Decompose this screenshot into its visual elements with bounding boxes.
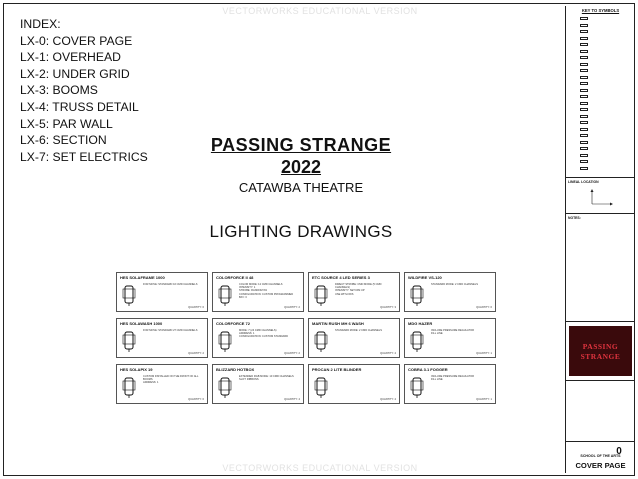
fixture-symbol-icon: [121, 283, 137, 307]
key-row: [568, 107, 634, 112]
key-row: [568, 127, 634, 132]
fixture-symbol-icon: [580, 141, 588, 144]
fixture-name: WILDFIRE VS-120: [408, 275, 442, 280]
key-row: [568, 114, 634, 119]
watermark-bottom: VECTORWORKS EDUCATIONAL VERSION: [222, 463, 418, 473]
fixture-card: [212, 318, 304, 358]
fixture-notes: EXTENDED RGB MODE: 10 CMD CHANNELS SLOT: RIBBONS: [239, 375, 294, 382]
key-row: [568, 49, 634, 54]
fixture-quantity: QUANTITY: 2: [284, 352, 300, 355]
fixture-symbol-icon: [409, 283, 425, 307]
fixture-card: [116, 364, 208, 404]
key-row: [568, 36, 634, 41]
fixture-notes: MODE: 7 (24 CMD CHANNELS) ADDRESS: 1 CONFIGURATION: CUSTOM STANDARD: [239, 329, 288, 339]
fixture-legend-grid: [116, 272, 564, 402]
key-row: [568, 16, 634, 21]
fixture-notes: INCLUDE PRESSURE REGULATOR FILL LINE: [431, 375, 474, 382]
fixture-card: [116, 272, 208, 312]
fixture-notes: INCLUDE PRESSURE REGULATOR FILL LINE: [431, 329, 474, 336]
fixture-quantity: QUANTITY: 4: [380, 398, 396, 401]
fixture-notes: COLOR MODE: 12 CMD CHANNELS INTENSITY: 1 STROBE: RANDOM 6% CONFIGURATION: CUSTOM PROGRAMMED BAY: 3: [239, 283, 294, 299]
key-row: [568, 62, 634, 67]
sheet-index: [20, 16, 210, 165]
watermark-top: VECTORWORKS EDUCATIONAL VERSION: [222, 6, 418, 16]
production-logo: PASSING STRANGE: [569, 326, 632, 376]
fixture-symbol-icon: [580, 50, 588, 53]
index-sheet: LX-3: BOOMS: [20, 83, 98, 98]
fixture-symbol-icon: [580, 95, 588, 98]
fixture-notes: STANDARD MODE: 2 CMD CHANNELS: [335, 329, 382, 332]
fixture-quantity: QUANTITY: 6: [188, 398, 204, 401]
key-row: [568, 29, 634, 34]
key-row: [568, 88, 634, 93]
fixture-name: COLORFORCE 72: [216, 321, 251, 326]
fixture-symbol-icon: [580, 167, 588, 170]
fixture-symbol-icon: [580, 76, 588, 79]
key-row: [568, 140, 634, 145]
key-title: KEY TO SYMBOLS: [581, 8, 620, 13]
index-sheet: LX-2: UNDER GRID: [20, 66, 130, 81]
fixture-card: [404, 272, 496, 312]
symbol-key: [566, 6, 635, 178]
fixture-notes: CUSTOM INSTALLED ON THE FRONT OF ALL BOOMS ADDRESS: 1: [143, 375, 199, 385]
fixture-notes: FOR MOVE: STANDARD 27 CMD CHANNELS: [143, 329, 198, 332]
key-row: [568, 55, 634, 60]
compass-icon: [586, 188, 616, 208]
show-title: PASSING STRANGE: [210, 135, 392, 155]
fixture-symbol-icon: [580, 63, 588, 66]
fixture-quantity: QUANTITY: 4: [284, 398, 300, 401]
fixture-quantity: QUANTITY: 1: [476, 398, 492, 401]
fixture-symbol-icon: [580, 17, 588, 20]
index-sheet: LX-1: OVERHEAD: [20, 50, 121, 65]
fixture-notes: [335, 375, 397, 395]
fixture-symbol-icon: [217, 375, 233, 399]
fixture-symbol-icon: [580, 37, 588, 40]
fixture-symbol-icon: [313, 375, 329, 399]
fixture-notes: DIRECT STROBE: CMD MODE (5 CMD CHANNELS) INTENSITY: SET DIM UP USE WITH IRIS: [335, 283, 382, 296]
fixture-quantity: QUANTITY: 2: [188, 352, 204, 355]
fixture-name: COBRA 3.1 FOGGER: [408, 367, 448, 372]
fixture-card: [116, 318, 208, 358]
fixture-name: HES SOLAWASH 1000: [120, 321, 163, 326]
fixture-name: ETC SOURCE 4 LED SERIES 3: [312, 275, 370, 280]
index-sheet: LX-7: SET ELECTRICS: [20, 149, 148, 164]
lineal-location-label: LINEAL LOCATION: [568, 180, 599, 184]
key-row: [568, 153, 634, 158]
fixture-card: [308, 272, 400, 312]
key-row: [568, 75, 634, 80]
fixture-name: HES SOLAPIX 19: [120, 367, 153, 372]
fixture-quantity: QUANTITY: 2: [284, 306, 300, 309]
key-row: [568, 159, 634, 164]
fixture-card: [212, 272, 304, 312]
fixture-card: [404, 364, 496, 404]
fixture-name: BLIZZARD HOTBOX: [216, 367, 255, 372]
fixture-symbol-icon: [580, 128, 588, 131]
lineal-location-box: [566, 178, 635, 214]
key-row: [568, 68, 634, 73]
fixture-symbol-icon: [409, 329, 425, 353]
fixture-symbol-icon: [580, 108, 588, 111]
notes-box: [566, 214, 635, 322]
fixture-name: HES SOLAFRAME 1000: [120, 275, 165, 280]
fixture-notes: STANDARD MODE: 2 CMD CHANNELS: [431, 283, 478, 286]
index-sheet: LX-5: PAR WALL: [20, 116, 113, 131]
fixture-card: [212, 364, 304, 404]
fixture-symbol-icon: [580, 102, 588, 105]
fixture-symbol-icon: [580, 154, 588, 157]
fixture-symbol-icon: [580, 89, 588, 92]
key-row: [568, 133, 634, 138]
fixture-symbol-icon: [580, 69, 588, 72]
key-row: [568, 146, 634, 151]
sheet-title: COVER PAGE: [575, 461, 626, 470]
fixture-symbol-icon: [580, 43, 588, 46]
fixture-card: [308, 364, 400, 404]
fixture-quantity: QUANTITY: 3: [380, 306, 396, 309]
fixture-quantity: QUANTITY: 1: [476, 352, 492, 355]
show-year: 2022: [280, 157, 322, 177]
fixture-symbol-icon: [121, 375, 137, 399]
sheet-number: 0: [616, 446, 622, 457]
key-row: [568, 166, 634, 171]
index-sheet: LX-6: SECTION: [20, 133, 107, 148]
fixture-symbol-icon: [580, 147, 588, 150]
fixture-symbol-icon: [409, 375, 425, 399]
fixture-card: [404, 318, 496, 358]
key-row: [568, 94, 634, 99]
fixture-name: MARTIN RUSH MH 6 WASH: [312, 321, 364, 326]
credits-box: [566, 380, 635, 442]
key-row: [568, 23, 634, 28]
fixture-symbol-icon: [580, 82, 588, 85]
fixture-symbol-icon: [580, 160, 588, 163]
key-row: [568, 101, 634, 106]
fixture-symbol-icon: [580, 115, 588, 118]
index-sheet: LX-4: TRUSS DETAIL: [20, 99, 139, 114]
key-row: [568, 42, 634, 47]
index-heading: INDEX:: [20, 17, 61, 31]
fixture-symbol-icon: [580, 30, 588, 33]
fixture-name: COLORFORCE II 48: [216, 275, 254, 280]
key-row: [568, 120, 634, 125]
fixture-card: [308, 318, 400, 358]
notes-fine-print: [569, 222, 632, 318]
fixture-name: PROCAN 2 LITE BLINDER: [312, 367, 362, 372]
fixture-quantity: QUANTITY: 6: [188, 306, 204, 309]
fixture-symbol-icon: [313, 283, 329, 307]
notes-label: NOTES:: [568, 216, 581, 220]
venue-name: CATAWBA THEATRE: [238, 180, 364, 195]
drawing-type: LIGHTING DRAWINGS: [209, 222, 393, 241]
fixture-quantity: QUANTITY: 4: [380, 352, 396, 355]
fixture-symbol-icon: [313, 329, 329, 353]
fixture-symbol-icon: [121, 329, 137, 353]
fixture-notes: FOR MOVE: STANDARD 16 CMD CHANNELS: [143, 283, 198, 286]
fixture-name: MDG HAZER: [408, 321, 433, 326]
key-row: [568, 81, 634, 86]
fixture-symbol-icon: [580, 134, 588, 137]
title-block-panel: [565, 6, 634, 473]
fixture-symbol-icon: [580, 56, 588, 59]
index-sheet: LX-0: COVER PAGE: [20, 33, 133, 48]
school-name: SCHOOL OF THE ARTS: [580, 454, 621, 458]
fixture-quantity: QUANTITY: 6: [476, 306, 492, 309]
fixture-symbol-icon: [217, 283, 233, 307]
fixture-symbol-icon: [580, 121, 588, 124]
fixture-symbol-icon: [580, 24, 588, 27]
fixture-symbol-icon: [217, 329, 233, 353]
title-block: [196, 134, 406, 196]
